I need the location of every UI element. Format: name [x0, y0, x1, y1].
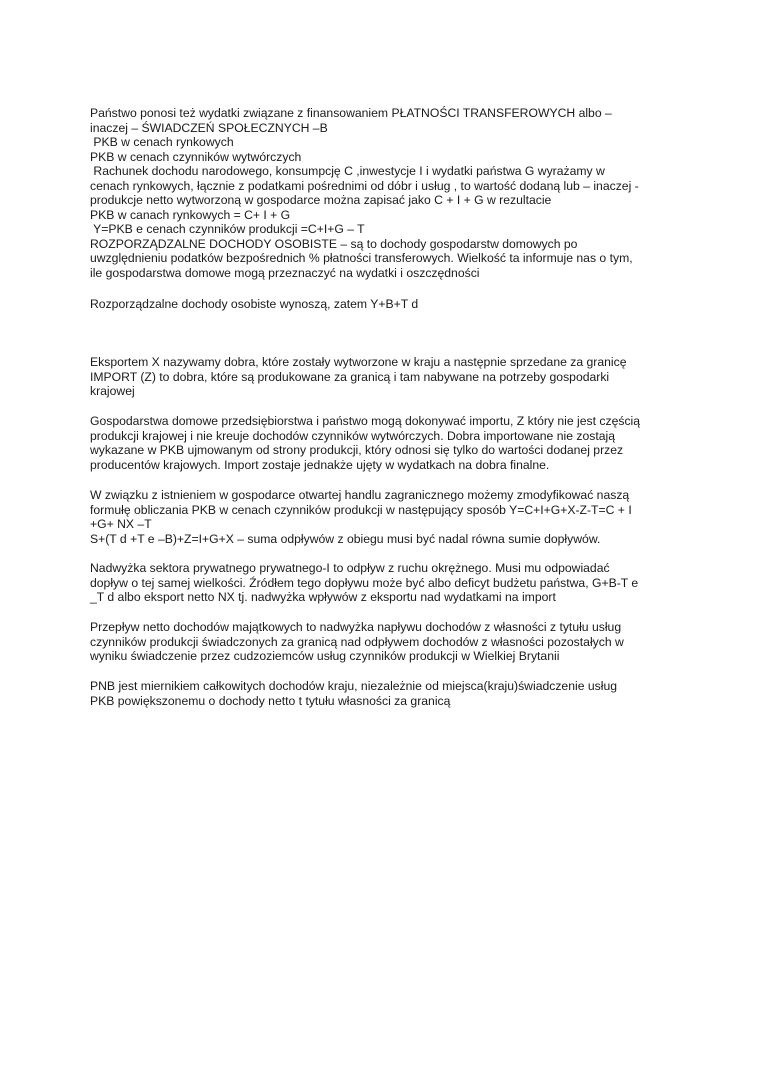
text-line: PKB w cenach czynników wytwórczych: [90, 149, 302, 164]
text-line: produkcje netto wytworzoną w gospodarce można zapisać jako C + I + G w rezultacie: [90, 193, 552, 207]
text-line: _T d albo eksport netto NX tj. nadwyżka wpływów z eksportu nad wydatkami na import: [90, 590, 556, 604]
paragraph-private-sector-surplus: [90, 561, 690, 605]
text-line: Y=PKB e cenach czynników produkcji =C+I+G – T: [90, 222, 365, 236]
text-line: PKB w cenach rynkowych: [90, 135, 234, 149]
text-line: formułę obliczania PKB w cenach czynników produkcji w następujący sposób Y=C+I+G+X-Z-T=C + I: [90, 502, 632, 517]
text-line: krajowej: [90, 384, 135, 398]
text-line: Państwo ponosi też wydatki związane z finansowaniem PŁATNOŚCI TRANSFEROWYCH albo –: [90, 106, 612, 120]
text-line: Rozporządzalne dochody osobiste wynoszą, zatem Y+B+T d: [90, 297, 419, 311]
paragraph-disposable-income: [90, 297, 690, 312]
text-line: +G+ NX –T: [90, 517, 152, 531]
text-line: Nadwyżka sektora prywatnego prywatnego-I to odpływ z ruchu okrężnego. Musi mu odpowiadać: [90, 561, 610, 575]
paragraph-transfer-payments: [90, 106, 690, 280]
paragraph-export-import: [90, 355, 690, 399]
text-line: cenach rynkowych, łącznie z podatkami pośrednimi od dóbr i usług , to wartość dodaną lub – inaczej -: [90, 178, 639, 193]
text-line: Rachunek dochodu narodowego, konsumpcję C ,inwestycje I i wydatki państwa G wyrażamy w: [90, 164, 605, 178]
text-line: dopływ o tej samej wielkości. Źródłem tego dopływu może być albo deficyt budżetu państwa, G+B-T e: [90, 575, 639, 590]
text-line: wyniku świadczenie przez cudzoziemców usług czynników produkcji w Wielkiej Brytanii: [90, 649, 560, 663]
paragraph-imports: [90, 414, 690, 472]
text-line: PKB w canach rynkowych = C+ I + G: [90, 207, 291, 222]
text-line: produkcji krajowej i nie kreuje dochodów czynników wytwórczych. Dobra importowane nie zostają: [90, 428, 615, 443]
text-line: inaczej – ŚWIADCZEŃ SPOŁECZNYCH –B: [90, 120, 328, 135]
text-line: Gospodarstwa domowe przedsiębiorstwa i państwo mogą dokonywać importu, Z który nie jest częścią: [90, 414, 641, 428]
text-line: ile gospodarstwa domowe mogą przeznaczyć na wydatki i oszczędności: [90, 265, 480, 280]
text-line: ROZPORZĄDZALNE DOCHODY OSOBISTE – są to dochody gospodarstw domowych po: [90, 236, 578, 251]
text-line: producentów krajowych. Import zostaje jednakże ujęty w wydatkach na dobra finalne.: [90, 457, 550, 472]
text-line: Eksportem X nazywamy dobra, które zostały wytworzone w kraju a następnie sprzedane za granicę: [90, 355, 627, 369]
text-line: Przepływ netto dochodów majątkowych to nadwyżka napływu dochodów z własności z tytułu usług: [90, 620, 622, 634]
text-line: IMPORT (Z) to dobra, które są produkowane za granicą i tam nabywane na potrzeby gospodarki: [90, 369, 610, 384]
text-line: wykazane w PKB ujmowanym od strony produkcji, który odnosi się tylko do wartości dodanej przez: [90, 443, 624, 457]
text-line: S+(T d +T e –B)+Z=I+G+X – suma odpływów z obiegu musi być nadal równa sumie dopływów.: [90, 531, 601, 546]
paragraph-net-property-income: [90, 620, 690, 664]
text-line: PKB powiększonemu o dochody netto t tytułu własności za granicą: [90, 693, 451, 708]
text-line: uwzględnieniu podatków bezpośrednich % płatności transferowych. Wielkość ta informuje nas o tym,: [90, 251, 633, 265]
paragraph-open-economy-formula: [90, 488, 690, 546]
text-line: czynników produkcji świadczonych za granicą nad odpływem dochodów z własności pozostałych w: [90, 634, 624, 649]
text-line: PNB jest miernikiem całkowitych dochodów kraju, niezależnie od miejsca(kraju)świadczenie usług: [90, 679, 617, 693]
paragraph-gnp: [90, 679, 690, 708]
text-line: W związku z istnieniem w gospodarce otwartej handlu zagranicznego możemy zmodyfikować naszą: [90, 488, 630, 502]
